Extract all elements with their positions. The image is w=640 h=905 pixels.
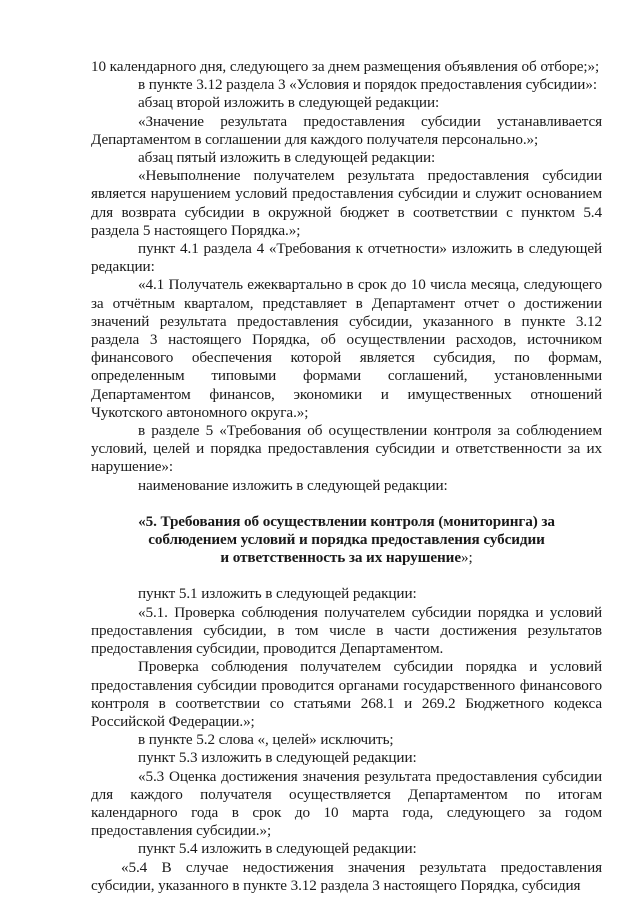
paragraph: пункт 5.1 изложить в следующей редакции: — [138, 585, 417, 603]
paragraph: в разделе 5 «Требования об осуществлении контроля за соблюдением условий, целей и порядка предоставления субсидии и ответственности за их нарушение»: — [91, 422, 602, 476]
paragraph: Проверка соблюдения получателем субсидии порядка и условий предоставления субсидии проводится органами государственного финансового контроля в соответствии со статьями 268.1 и 269.2 Бюджетного кодекса Российской Федерации.»; — [91, 658, 602, 730]
heading-line-tail: »; — [460, 549, 473, 567]
document-page — [91, 58, 602, 895]
paragraph: «4.1 Получатель ежеквартально в срок до 10 числа месяца, следующего за отчётным кварталом, представляет в Департамент отчет о достижении значений результата предоставления субсидии, указанного в пункте 3.12 раздела 3 настоящего Порядка, об осуществлении расходов, источником финансового обеспечения которой является субсидия, по формам, определенным типовыми формами соглашений, установленными Департаментом финансов, экономики и имущественных отношений Чукотского автономного округа.»; — [91, 276, 602, 421]
paragraph: абзац второй изложить в следующей редакции: — [138, 94, 440, 112]
paragraph: пункт 5.4 изложить в следующей редакции: — [138, 840, 417, 858]
paragraph: пункт 4.1 раздела 4 «Требования к отчетности» изложить в следующей редакции: — [91, 240, 602, 276]
heading-line — [91, 549, 602, 567]
heading-line-text: и ответственность за их нарушение — [220, 549, 461, 567]
paragraph: «Значение результата предоставления субсидии устанавливается Департаментом в соглашении для каждого получателя персонально.»; — [91, 112, 602, 148]
paragraph: «5.4 В случае недостижения значения результата предоставления субсидии, указанного в пункте 3.12 раздела 3 настоящего Порядка, субсидия — [91, 858, 602, 894]
paragraph: абзац пятый изложить в следующей редакции: — [138, 149, 436, 167]
section-heading — [91, 513, 602, 568]
paragraph: в пункте 5.2 слова «, целей» исключить; — [138, 731, 394, 749]
paragraph-continuation: 10 календарного дня, следующего за днем размещения объявления об отборе;»; — [91, 58, 600, 75]
paragraph: «5.1. Проверка соблюдения получателем субсидии порядка и условий предоставления субсидии, в том числе в части достижения результатов предоставления субсидии, проводится Департаментом. — [91, 603, 602, 658]
paragraph: «5.3 Оценка достижения значения результата предоставления субсидии для каждого получателя осуществляется Департаментом по итогам календарного года в срок до 10 марта года, следующего за годом предоставления субсидии.»; — [91, 767, 602, 840]
paragraph: наименование изложить в следующей редакции: — [138, 476, 448, 494]
paragraph: «Невыполнение получателем результата предоставления субсидии является нарушением условий предоставления субсидии и служит основанием для возврата субсидии в окружной бюджет в соответствии с пунктом 5.4 раздела 5 настоящего Порядка.»; — [91, 167, 602, 239]
paragraph: в пункте 3.12 раздела 3 «Условия и порядок предоставления субсидии»: — [138, 76, 597, 94]
heading-line: «5. Требования об осуществлении контроля (мониторинга) за — [138, 512, 555, 530]
heading-line: соблюдением условий и порядка предоставления субсидии — [148, 531, 545, 549]
paragraph: пункт 5.3 изложить в следующей редакции: — [138, 749, 417, 767]
